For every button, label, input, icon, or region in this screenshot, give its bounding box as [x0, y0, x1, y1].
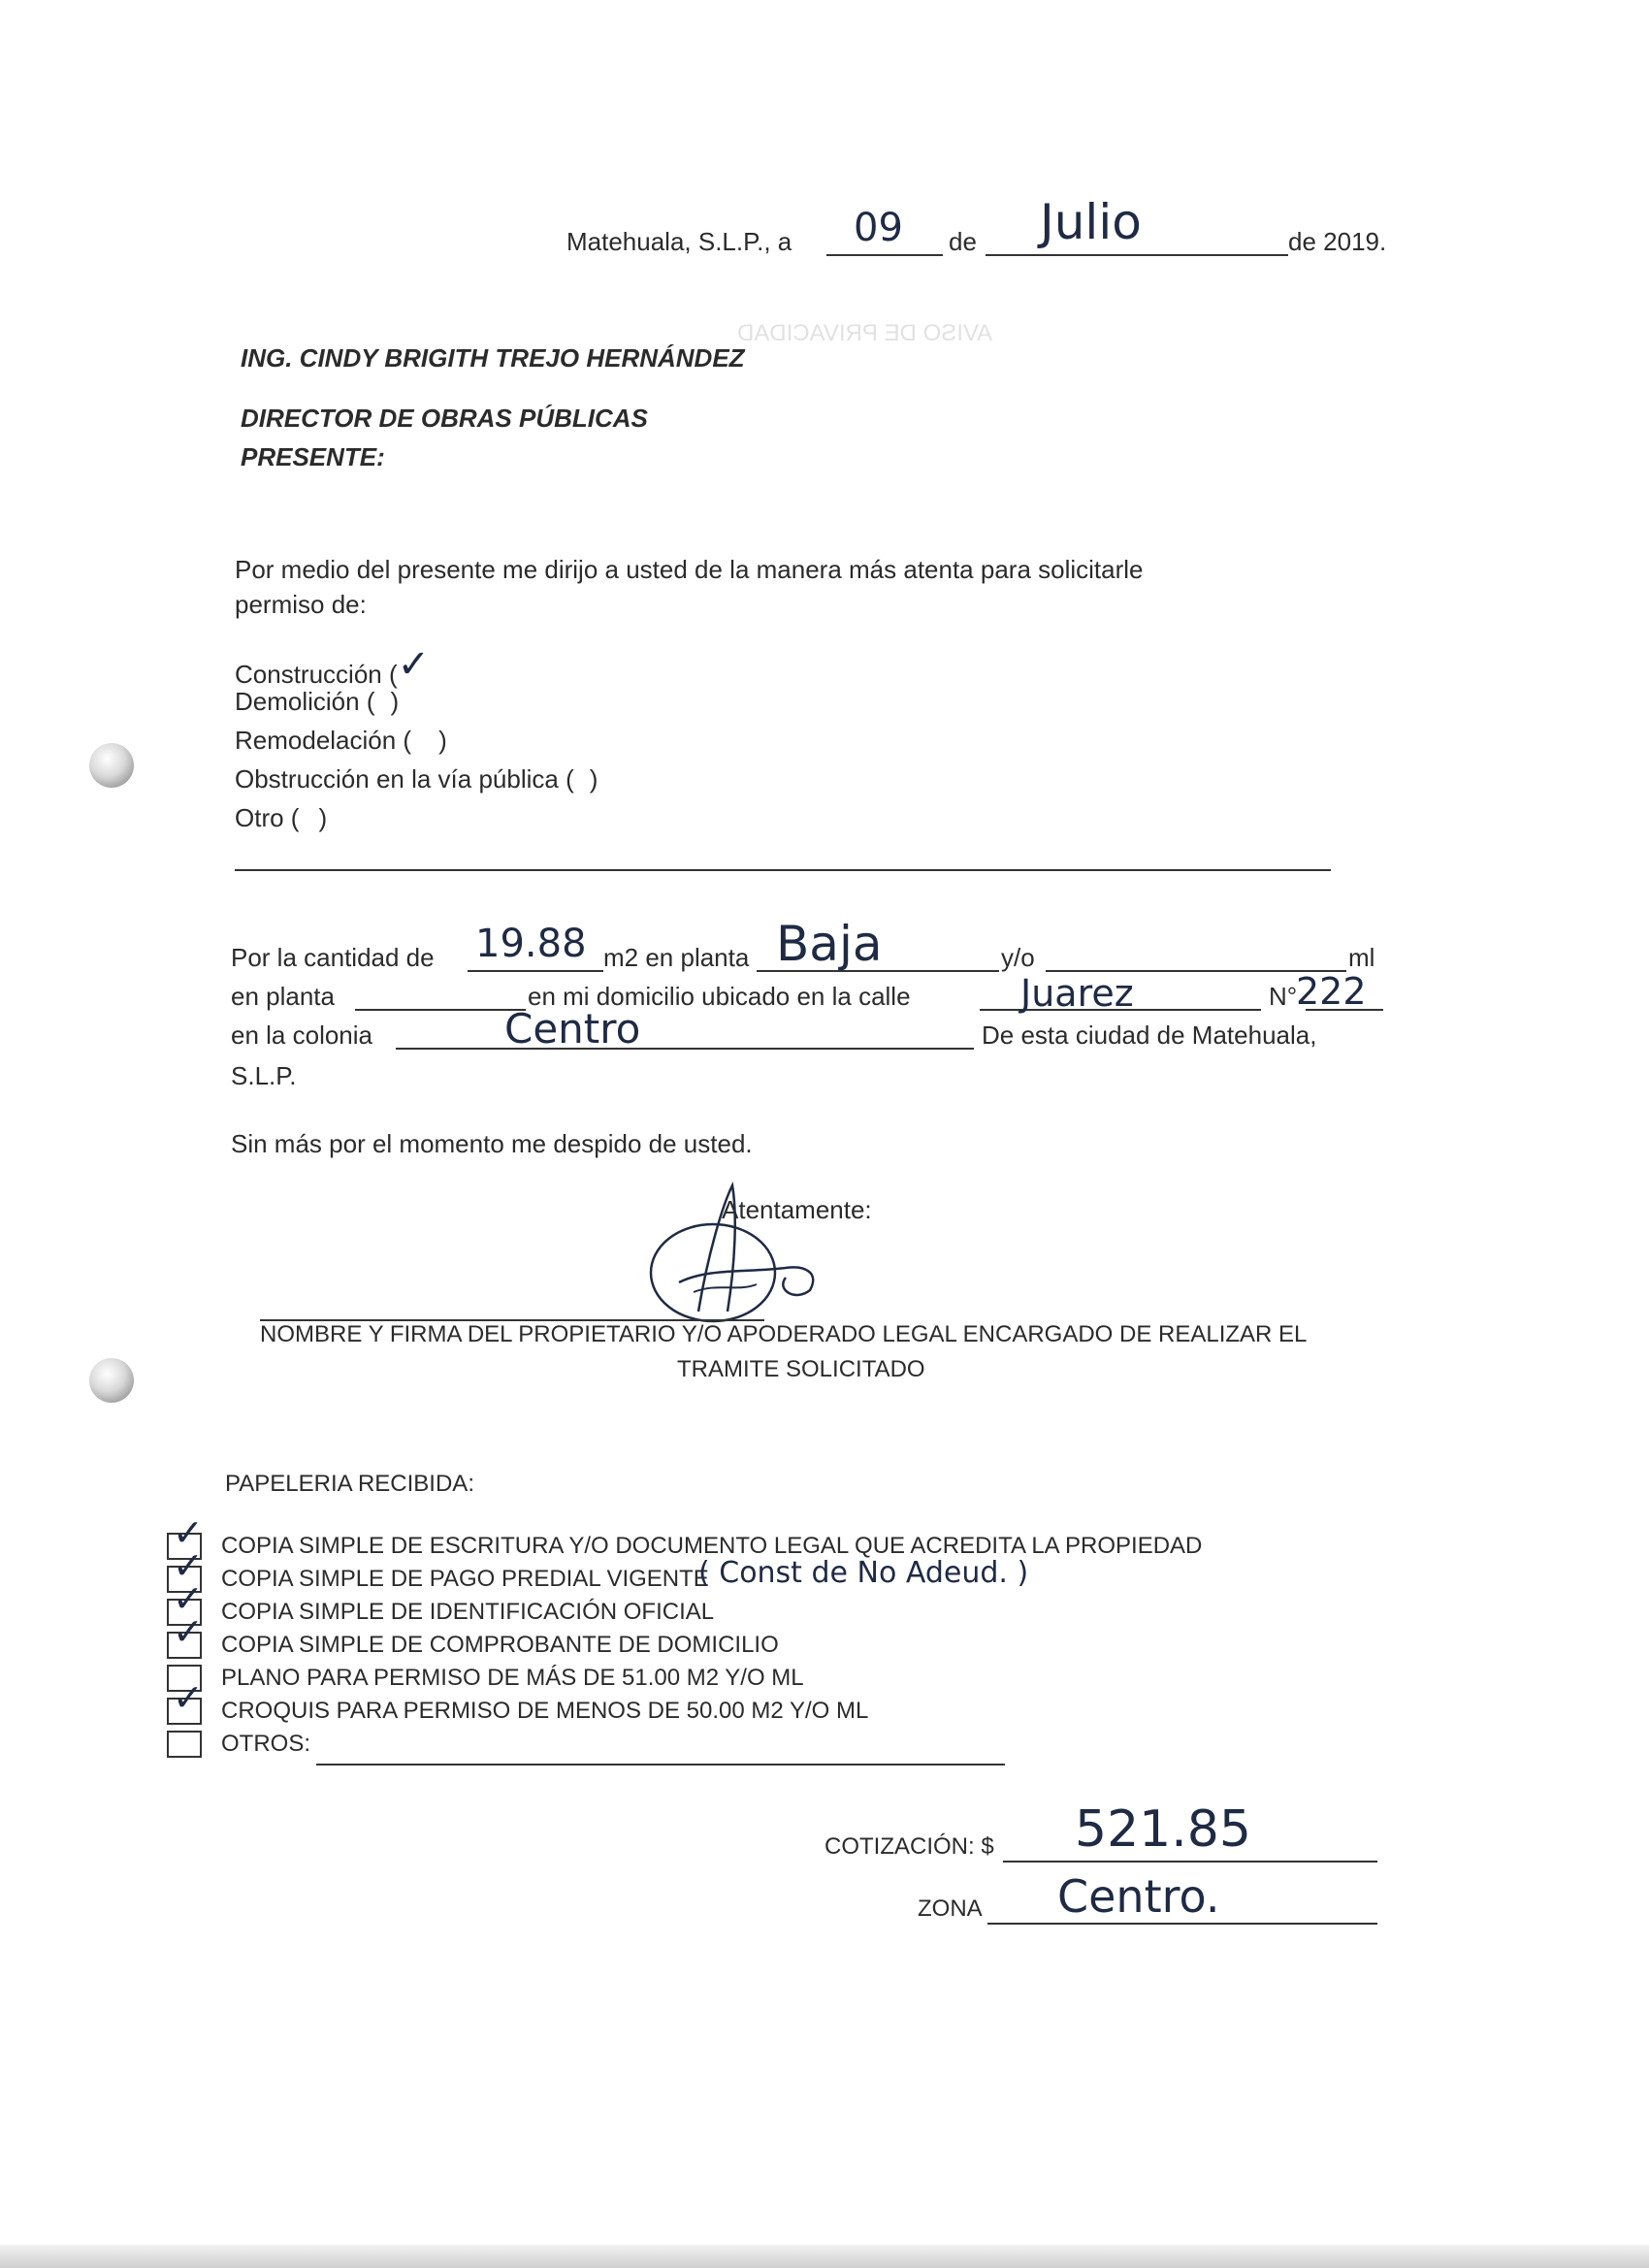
ciudad-label: De esta ciudad de Matehuala,: [982, 1021, 1317, 1050]
option-close: ): [589, 764, 598, 794]
check-mark: ✓: [173, 1511, 204, 1554]
atentamente: Atentamente:: [722, 1195, 872, 1224]
punch-hole-top: [89, 743, 134, 788]
option-label: Obstrucción en la vía pública (: [235, 764, 574, 794]
option-label: Remodelación (: [235, 726, 412, 755]
amount-handwritten: 19.88: [475, 922, 587, 966]
check-mark: ✓: [173, 1577, 204, 1620]
papeleria-title: PAPELERIA RECIBIDA:: [225, 1471, 474, 1497]
item-label: COPIA SIMPLE DE IDENTIFICACIÓN OFICIAL: [221, 1599, 715, 1625]
header-place: Matehuala, S.L.P., a: [566, 227, 792, 256]
signature-caption-1: NOMBRE Y FIRMA DEL PROPIETARIO Y/O APODERADO LEGAL ENCARGADO DE REALIZAR EL: [260, 1321, 1308, 1347]
en-planta-label: en planta: [231, 982, 335, 1011]
intro-line-1: Por medio del presente me dirijo a usted de la manera más atenta para solicitarle: [235, 555, 1144, 584]
header-year: de 2019.: [1288, 227, 1387, 256]
check-mark: ✓: [173, 1676, 204, 1719]
punch-hole-bottom: [89, 1358, 134, 1403]
colonia-handwritten: Centro: [504, 1005, 641, 1053]
option-label: Otro (: [235, 803, 300, 832]
recipient-presente: PRESENTE:: [241, 442, 385, 471]
option-close: ): [318, 803, 328, 832]
colonia-label: en la colonia: [231, 1021, 372, 1050]
item-label: OTROS:: [221, 1731, 311, 1757]
num-handwritten: 222: [1296, 970, 1367, 1013]
option-demolicion: [235, 687, 399, 717]
option-otro: [235, 803, 327, 833]
intro-line-2: permiso de:: [235, 590, 367, 619]
m2-label: m2 en planta: [603, 943, 750, 972]
item-label: PLANO PARA PERMISO DE MÁS DE 51.00 M2 Y/O ML: [221, 1665, 804, 1691]
day-handwritten: 09: [854, 206, 903, 250]
ml-label: ml: [1348, 943, 1375, 972]
checkbox: [167, 1731, 202, 1758]
check-mark: ✓: [173, 1610, 204, 1653]
item-label: CROQUIS PARA PERMISO DE MENOS DE 50.00 M2 Y/O ML: [221, 1698, 869, 1724]
item-label: COPIA SIMPLE DE ESCRITURA Y/O DOCUMENTO LEGAL QUE ACREDITA LA PROPIEDAD: [221, 1533, 1203, 1559]
zona-line: [987, 1923, 1377, 1925]
cotizacion-label: COTIZACIÓN: $: [824, 1833, 994, 1860]
item-label: COPIA SIMPLE DE PAGO PREDIAL VIGENTE: [221, 1566, 709, 1592]
predial-note: ( Const de No Adeud. ): [698, 1556, 1029, 1590]
item-label: COPIA SIMPLE DE COMPROBANTE DE DOMICILIO: [221, 1632, 779, 1658]
planta-handwritten: Baja: [776, 916, 883, 972]
otros-line: [316, 1764, 1005, 1766]
signature-caption-2: TRAMITE SOLICITADO: [677, 1356, 925, 1382]
month-handwritten: Julio: [1040, 194, 1142, 250]
domicilio-label: en mi domicilio ubicado en la calle: [528, 982, 911, 1011]
amount-line: [468, 970, 603, 972]
month-line: [986, 254, 1288, 256]
option-mark: ✓: [397, 642, 431, 687]
option-label: Demolición (: [235, 687, 375, 716]
colonia-line: [396, 1048, 974, 1050]
scan-bottom-edge: [0, 2245, 1649, 2268]
zona-handwritten: Centro.: [1057, 1870, 1220, 1923]
en-planta-line: [355, 1009, 526, 1011]
option-remodelacion: [235, 726, 447, 756]
option-label: Construcción (: [235, 660, 398, 689]
street-handwritten: Juarez: [1020, 972, 1134, 1015]
option-obstruccion: [235, 764, 598, 794]
option-close: ): [438, 726, 447, 755]
option-close: ): [390, 687, 400, 716]
day-line: [826, 254, 943, 256]
quantity-prefix: Por la cantidad de: [231, 943, 435, 972]
zona-label: ZONA: [918, 1895, 983, 1922]
check-mark: ✓: [173, 1544, 204, 1587]
signature-image: [640, 1176, 834, 1331]
cotizacion-handwritten: 521.85: [1075, 1800, 1251, 1859]
header-de: de: [949, 227, 977, 256]
yo-label: y/o: [1001, 943, 1035, 972]
despedida: Sin más por el momento me despido de usted.: [231, 1129, 753, 1158]
recipient-position: DIRECTOR DE OBRAS PÚBLICAS: [241, 404, 648, 433]
num-label: N°: [1269, 982, 1298, 1011]
bleed-through-text: AVISO DE PRIVACIDAD: [737, 320, 993, 346]
cotizacion-line: [1003, 1861, 1377, 1863]
slp-label: S.L.P.: [231, 1061, 297, 1090]
otro-line: [235, 869, 1331, 871]
recipient-name: ING. CINDY BRIGITH TREJO HERNÁNDEZ: [241, 343, 745, 373]
